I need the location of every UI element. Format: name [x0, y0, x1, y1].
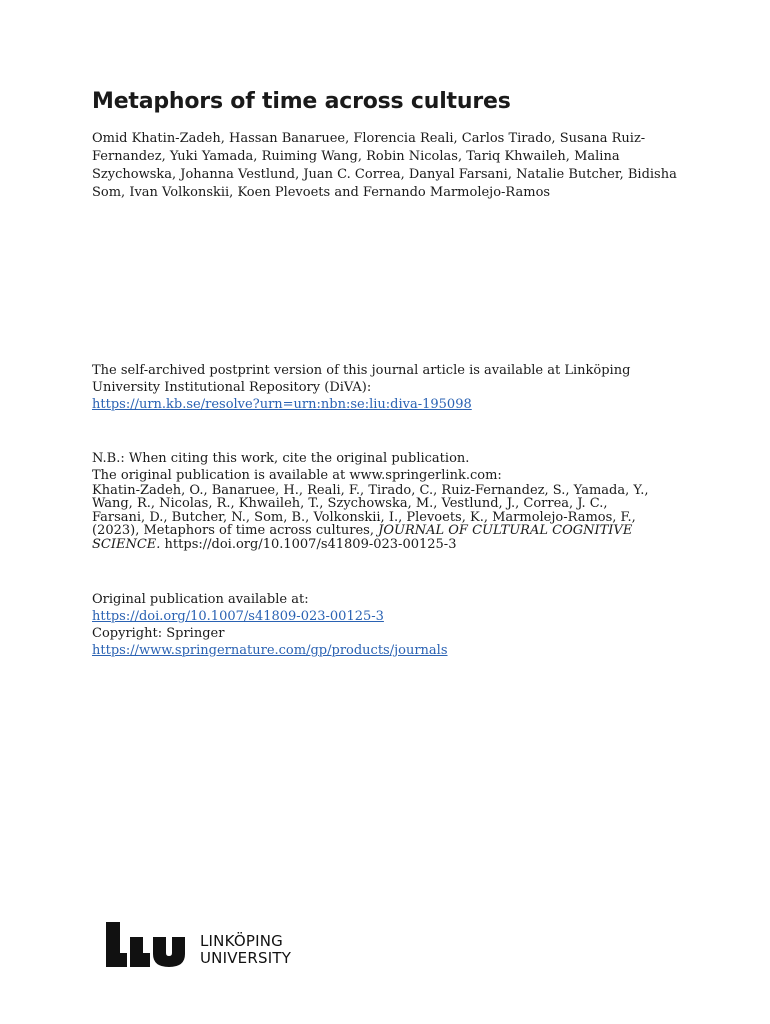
citation-note: N.B.: When citing this work, cite the original publication.: [92, 451, 470, 466]
original-publication: [92, 591, 692, 659]
copyright-text: Copyright: Springer: [92, 626, 225, 641]
author-list: Omid Khatin-Zadeh, Hassan Banaruee, Florencia Reali, Carlos Tirado, Susana Ruiz-Fernandez, Yuki Yamada, Ruiming Wang, Robin Nicolas, Tariq Khwaileh, Malina Szychowska, Johanna Vestlund, Juan C. Correa, Danyal Farsani, Natalie Butcher, Bidisha Som, Ivan Volkonskii, Koen Plevoets and Fernando Marmolejo-Ramos: [92, 131, 677, 200]
reference-line-1: Khatin-Zadeh, O., Banaruee, H., Reali, F., Tirado, C., Ruiz-Fernandez, S., Yamada, Y.,: [92, 483, 649, 498]
citation-notice: [92, 450, 692, 551]
reference-line-4: [92, 524, 692, 537]
citation-available: The original publication is available at www.springerlink.com:: [92, 468, 502, 483]
university-name-line-2: UNIVERSITY: [200, 949, 292, 967]
reference-line-2: Wang, R., Nicolas, R., Khwaileh, T., Szychowska, M., Vestlund, J., Correa, J. C.,: [92, 496, 608, 512]
journal-name: JOURNAL OF CULTURAL COGNITIVE: [378, 523, 633, 539]
postprint-line-1: The self-archived postprint version of this journal article is available at Linköping: [92, 363, 631, 378]
postprint-notice: [92, 362, 692, 413]
doi-link[interactable]: https://doi.org/10.1007/s41809-023-00125-3: [92, 609, 384, 624]
diva-link[interactable]: https://urn.kb.se/resolve?urn=urn:nbn:se:liu:diva-195098: [92, 397, 472, 412]
journals-link[interactable]: https://www.springernature.com/gp/products/journals: [92, 643, 448, 658]
reference-text: (2023), Metaphors of time across cultures,: [92, 523, 379, 539]
reference-line-5: [92, 538, 692, 551]
reference-doi-text: https://doi.org/10.1007/s41809-023-00125-3: [160, 536, 457, 552]
reference-line-3: Farsani, D., Butcher, N., Som, B., Volkonskii, I., Plevoets, K., Marmolejo-Ramos, F.,: [92, 509, 636, 525]
journal-name-end: SCIENCE.: [92, 536, 161, 552]
university-name: [200, 933, 291, 967]
citation-reference: [92, 484, 692, 551]
university-name-line-1: LINKÖPING: [200, 932, 283, 950]
liu-logo-mark: [106, 922, 185, 967]
postprint-line-2: University Institutional Repository (DiVA):: [92, 380, 372, 395]
document-title: Metaphors of time across cultures: [92, 89, 511, 114]
original-heading: Original publication available at:: [92, 592, 309, 607]
